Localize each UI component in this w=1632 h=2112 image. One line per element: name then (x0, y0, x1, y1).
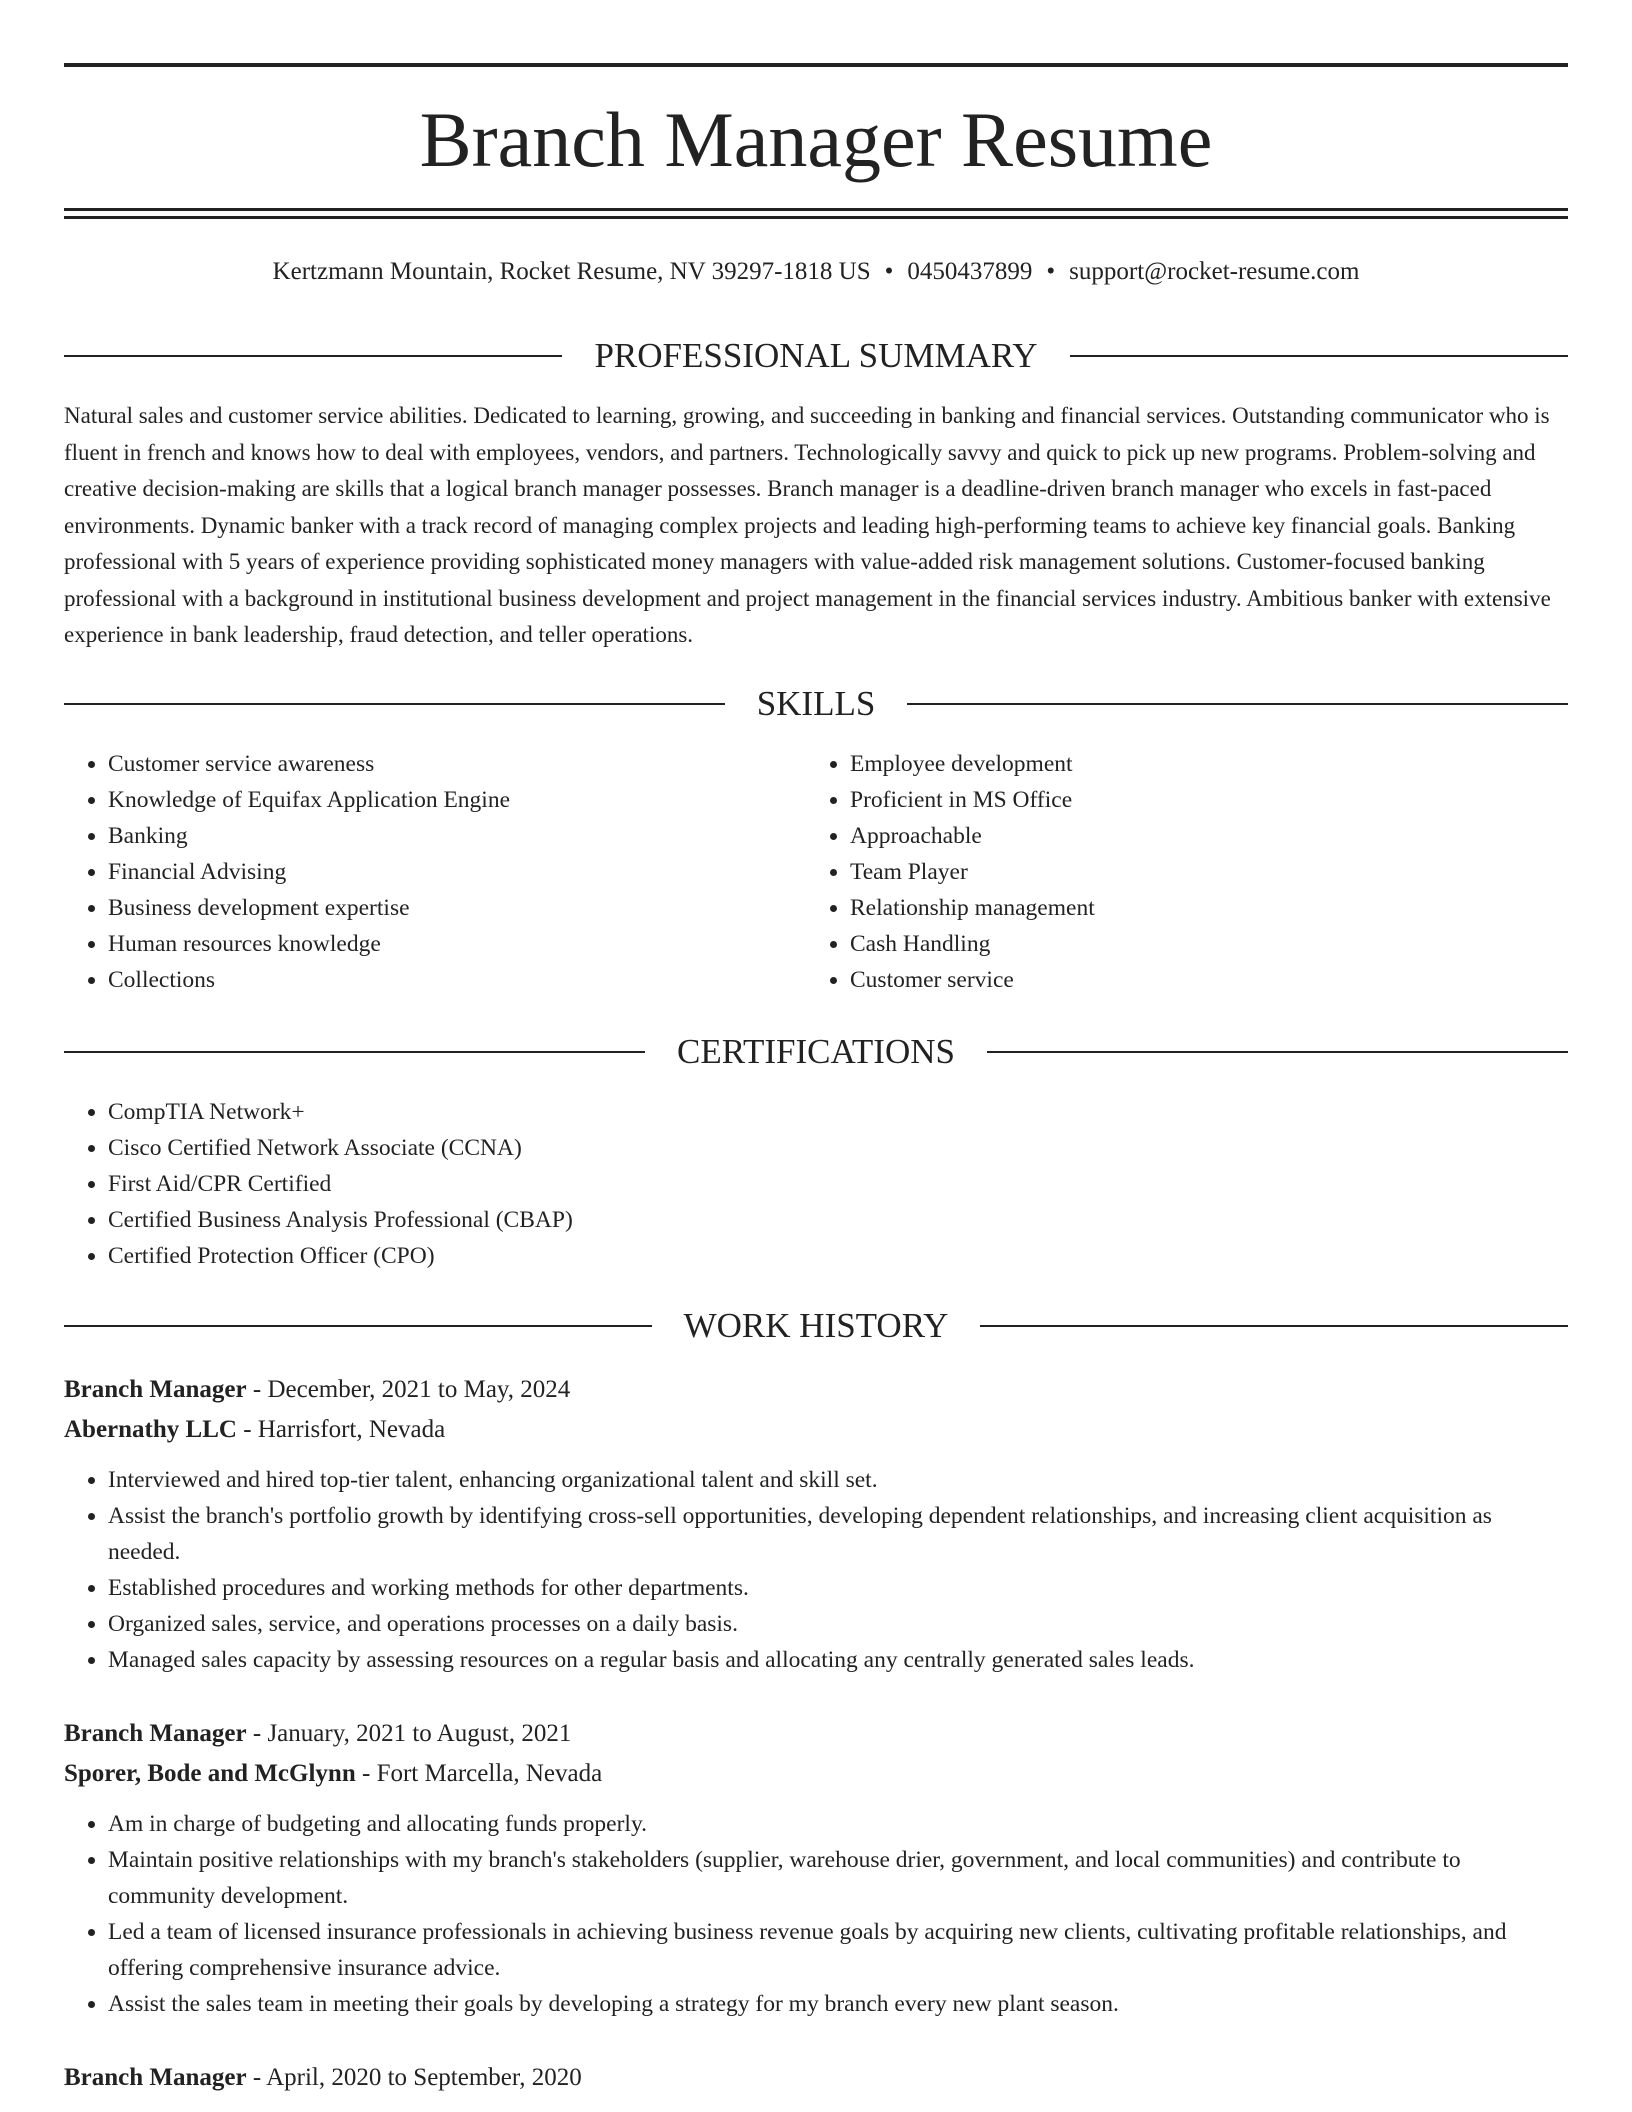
skill-item: • Customer service (850, 962, 1548, 998)
certification-item: • Certified Protection Officer (CPO) (108, 1238, 1568, 1274)
certification-item: • CompTIA Network+ (108, 1094, 1568, 1130)
certification-item: • Certified Business Analysis Professional (CBAP) (108, 1202, 1568, 1238)
job-dates: January, 2021 to August, 2021 (267, 1720, 572, 1747)
certification-item: • First Aid/CPR Certified (108, 1166, 1568, 1202)
job-title-line (64, 1714, 1568, 1754)
skill-item: • Employee development (850, 746, 1548, 782)
contact-separator: • (1046, 258, 1056, 285)
skills-column-right (806, 746, 1548, 998)
header-double-rule-lower (64, 216, 1568, 219)
job-bullets (64, 1806, 1568, 2022)
job-entry (64, 1370, 1568, 1678)
page-title: Branch Manager Resume (419, 96, 1213, 183)
job-dates: December, 2021 to May, 2024 (267, 1376, 571, 1403)
section-title: SKILLS (756, 684, 876, 723)
skills-list-left (64, 746, 806, 998)
job-entry (64, 2058, 1568, 2098)
skill-item: • Financial Advising (108, 854, 806, 890)
skill-item: • Banking (108, 818, 806, 854)
job-bullet: • Am in charge of budgeting and allocating funds properly. (108, 1806, 1568, 1842)
job-title: Branch Manager (64, 1376, 247, 1403)
skill-item: • Approachable (850, 818, 1548, 854)
skill-item: • Business development expertise (108, 890, 806, 926)
skill-item: • Customer service awareness (108, 746, 806, 782)
job-company-line (64, 1754, 1568, 1794)
job-title: Branch Manager (64, 2064, 247, 2091)
skill-item: • Proficient in MS Office (850, 782, 1548, 818)
summary-text: Natural sales and customer service abilities. Dedicated to learning, growing, and succeeding in banking and financial services. Outstanding communicator who is fluent in french and knows how to deal with employees, vendors, and partners. Technologically savvy and quick to pick up new programs. Problem-solving and creative decision-making are skills that a logical branch manager possesses. Branch manager is a deadline-driven branch manager who excels in fast-paced environments. Dynamic banker with a track record of managing complex projects and leading high-performing teams to achieve key financial goals. Banking professional with 5 years of experience providing sophisticated money managers with value-added risk management solutions. Customer-focused banking professional with a background in institutional business development and project management in the financial services industry. Ambitious banker with extensive experience in bank leadership, fraud detection, and teller operations. (64, 403, 1551, 647)
skills-columns (64, 746, 1568, 998)
job-location: Harrisfort, Nevada (257, 1416, 446, 1443)
job-title-line (64, 2058, 1568, 2098)
section-heading-summary (64, 334, 1568, 378)
contact-email: support@rocket-resume.com (1069, 258, 1360, 285)
job-bullet: • Managed sales capacity by assessing resources on a regular basis and allocating any centrally generated sales leads. (108, 1642, 1568, 1678)
job-bullet: • Assist the sales team in meeting their goals by developing a strategy for my branch every new plant season. (108, 1986, 1568, 2022)
section-title: CERTIFICATIONS (677, 1032, 955, 1071)
job-location: Fort Marcella, Nevada (376, 1760, 603, 1787)
skill-item: • Team Player (850, 854, 1548, 890)
certification-item: • Cisco Certified Network Associate (CCNA) (108, 1130, 1568, 1166)
heading-rule-right (907, 703, 1568, 705)
header-top-rule (64, 63, 1568, 67)
heading-rule-left (64, 1325, 652, 1327)
job-bullet: • Maintain positive relationships with my branch's stakeholders (supplier, warehouse drier, government, and local communities) and contribute to community development. (108, 1842, 1568, 1914)
skill-item: • Collections (108, 962, 806, 998)
heading-rule-left (64, 355, 562, 357)
skill-item: • Human resources knowledge (108, 926, 806, 962)
heading-rule-left (64, 703, 725, 705)
skill-item: • Relationship management (850, 890, 1548, 926)
job-bullet: • Established procedures and working methods for other departments. (108, 1570, 1568, 1606)
job-title: Branch Manager (64, 1720, 247, 1747)
section-title: WORK HISTORY (683, 1306, 949, 1345)
contact-separator: • (884, 258, 894, 285)
job-dates: April, 2020 to September, 2020 (266, 2064, 582, 2091)
job-entry (64, 1714, 1568, 2022)
skill-item: • Knowledge of Equifax Application Engine (108, 782, 806, 818)
job-bullet: • Interviewed and hired top-tier talent, enhancing organizational talent and skill set. (108, 1462, 1568, 1498)
heading-rule-right (980, 1325, 1568, 1327)
job-company-line (64, 1410, 1568, 1450)
contact-phone: 0450437899 (907, 258, 1033, 285)
certifications-list (64, 1094, 1568, 1274)
job-dash: - (236, 1416, 258, 1443)
job-bullet: • Assist the branch's portfolio growth by identifying cross-sell opportunities, developing dependent relationships, and increasing client acquisition as needed. (108, 1498, 1568, 1570)
section-heading-work-history (64, 1304, 1568, 1348)
certifications-block (64, 1094, 1568, 1274)
header-double-rule-upper (64, 208, 1568, 211)
contact-line (64, 252, 1568, 292)
job-bullet: • Led a team of licensed insurance professionals in achieving business revenue goals by acquiring new clients, cultivating profitable relationships, and offering comprehensive insurance advice. (108, 1914, 1568, 1986)
heading-rule-left (64, 1051, 645, 1053)
section-title: PROFESSIONAL SUMMARY (594, 336, 1038, 375)
skill-item: • Cash Handling (850, 926, 1548, 962)
job-company: Sporer, Bode and McGlynn (64, 1760, 356, 1787)
skills-column-left (64, 746, 806, 998)
job-bullet: • Organized sales, service, and operations processes on a daily basis. (108, 1606, 1568, 1642)
section-heading-certifications (64, 1030, 1568, 1074)
heading-rule-right (987, 1051, 1568, 1053)
contact-address: Kertzmann Mountain, Rocket Resume, NV 39297-1818 US (272, 258, 871, 285)
job-dash: - (246, 2064, 267, 2091)
job-bullets (64, 1462, 1568, 1678)
heading-rule-right (1070, 355, 1568, 357)
section-heading-skills (64, 682, 1568, 726)
skills-list-right (806, 746, 1548, 998)
job-dash: - (246, 1376, 268, 1403)
job-dash: - (355, 1760, 377, 1787)
job-company: Abernathy LLC (64, 1416, 237, 1443)
job-dash: - (246, 1720, 268, 1747)
job-title-line (64, 1370, 1568, 1410)
